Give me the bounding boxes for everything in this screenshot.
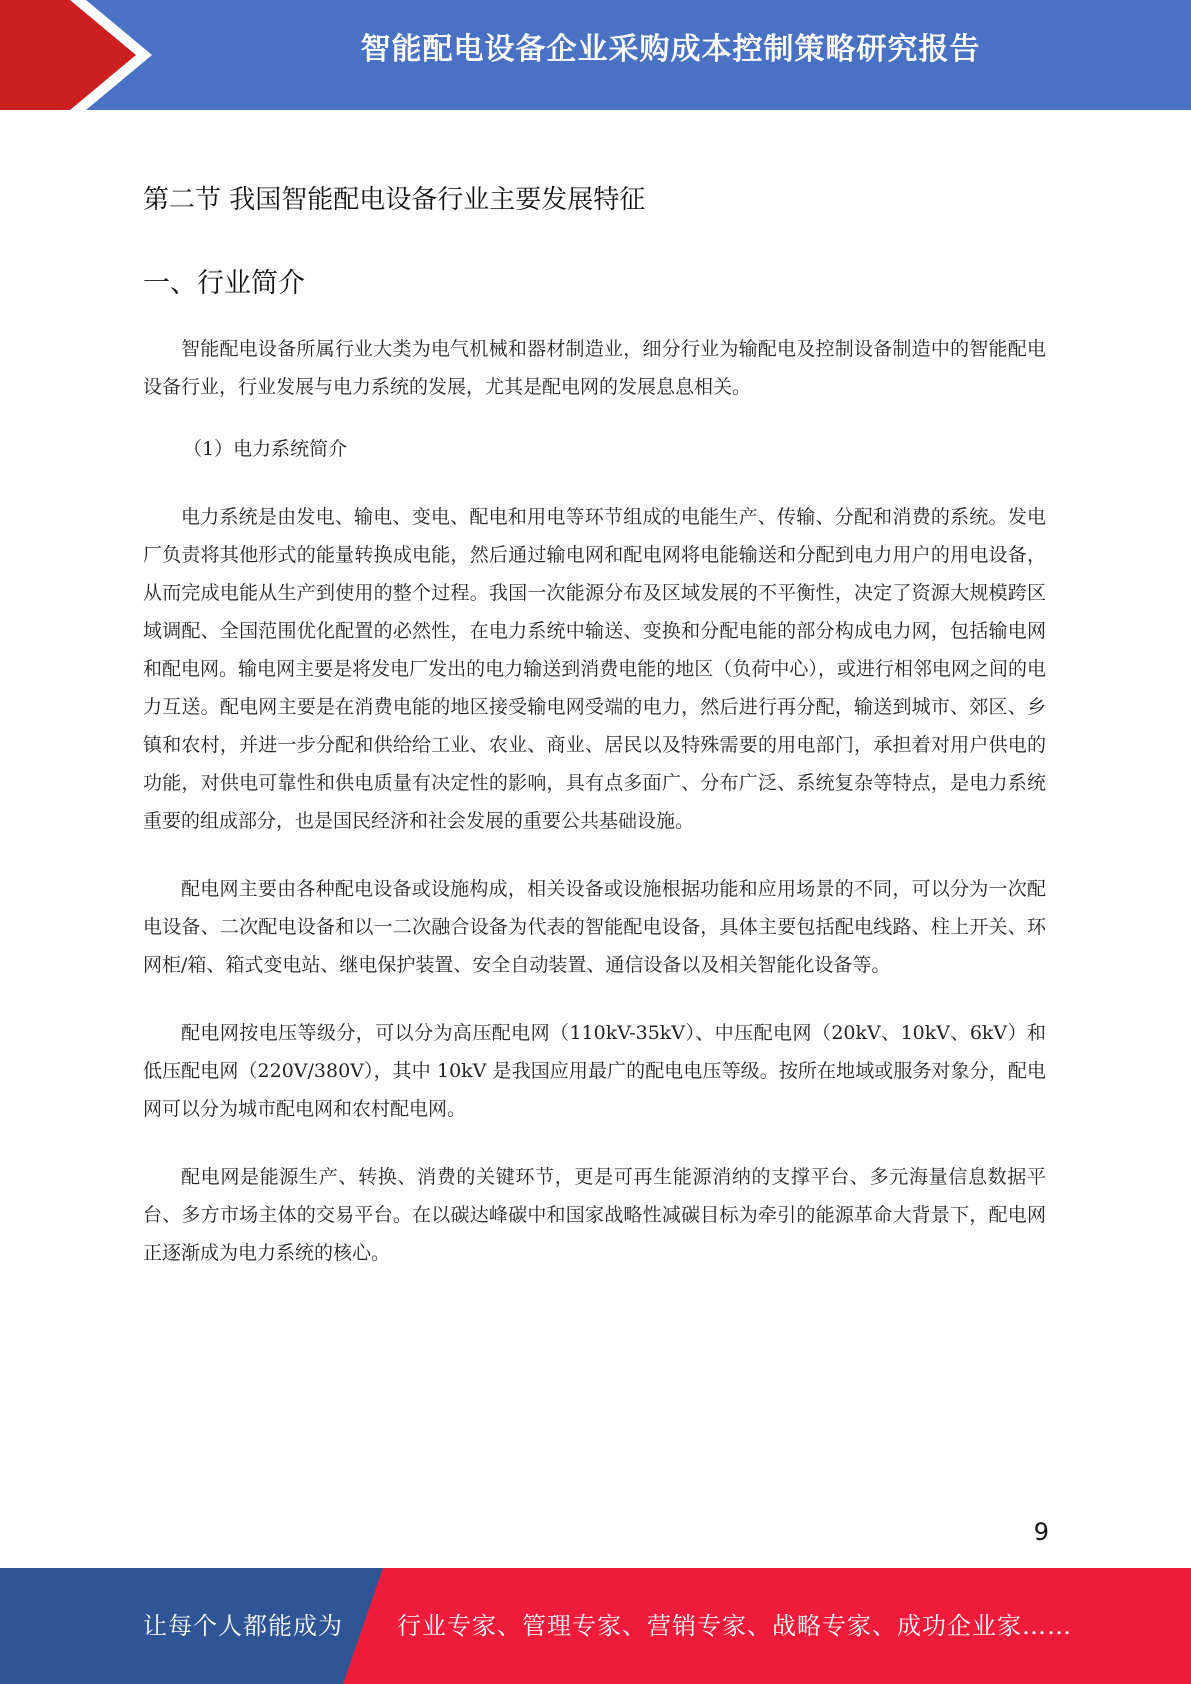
paragraph-voltage-levels: 配电网按电压等级分，可以分为高压配电网（110kV-35kV）、中压配电网（20kV、10kV、6kV）和低压配电网（220V/380V），其中 10kV 是我国应用最广的配电电压等级。按所在地域或服务对象分，配电网可以分为城市配电网和农村配电网。 <box>143 1022 1046 1120</box>
page-content <box>143 180 1046 1272</box>
paragraph-energy-role: 配电网是能源生产、转换、消费的关键环节，更是可再生能源消纳的支撑平台、多元海量信息数据平台、多方市场主体的交易平台。在以碳达峰碳中和国家战略性减碳目标为牵引的能源革命大背景下，配电网正逐渐成为电力系统的核心。 <box>143 1166 1046 1264</box>
sub-heading: 一、行业简介 <box>143 268 305 299</box>
page-footer <box>0 1568 1191 1684</box>
numbered-item-power-system: （1）电力系统简介 <box>183 438 348 460</box>
footer-slogan-left: 让每个人都能成为 <box>143 1612 343 1640</box>
paragraph-industry-overview: 智能配电设备所属行业大类为电气机械和器材制造业，细分行业为输配电及控制设备制造中的智能配电设备行业，行业发展与电力系统的发展，尤其是配电网的发展息息相关。 <box>143 338 1046 398</box>
chevron-red-fill <box>0 0 136 110</box>
page-header <box>0 0 1191 110</box>
footer-slogan-right: 行业专家、管理专家、营销专家、战略专家、成功企业家…… <box>397 1612 1072 1640</box>
paragraph-distribution-equipment: 配电网主要由各种配电设备或设施构成，相关设备或设施根据功能和应用场景的不同，可以分为一次配电设备、二次配电设备和以一二次融合设备为代表的智能配电设备，具体主要包括配电线路、柱上开关、环网柜/箱、箱式变电站、继电保护装置、安全自动装置、通信设备以及相关智能化设备等。 <box>143 878 1046 976</box>
report-title: 智能配电设备企业采购成本控制策略研究报告 <box>360 32 981 67</box>
section-title: 第二节 我国智能配电设备行业主要发展特征 <box>143 185 646 215</box>
paragraph-power-system: 电力系统是由发电、输电、变电、配电和用电等环节组成的电能生产、传输、分配和消费的系统。发电厂负责将其他形式的能量转换成电能，然后通过输电网和配电网将电能输送和分配到电力用户的用电设备，从而完成电能从生产到使用的整个过程。我国一次能源分布及区域发展的不平衡性，决定了资源大规模跨区域调配、全国范围优化配置的必然性，在电力系统中输送、变换和分配电能的部分构成电力网，包括输电网和配电网。输电网主要是将发电厂发出的电力输送到消费电能的地区（负荷中心），或进行相邻电网之间的电力互送。配电网主要是在消费电能的地区接受输电网受端的电力，然后进行再分配，输送到城市、郊区、乡镇和农村，并进一步分配和供给给工业、农业、商业、居民以及特殊需要的用电部门，承担着对用户供电的功能，对供电可靠性和供电质量有决定性的影响，具有点多面广、分布广泛、系统复杂等特点，是电力系统重要的组成部分，也是国民经济和社会发展的重要公共基础设施。 <box>143 506 1046 832</box>
page-number: 9 <box>1033 1518 1049 1546</box>
